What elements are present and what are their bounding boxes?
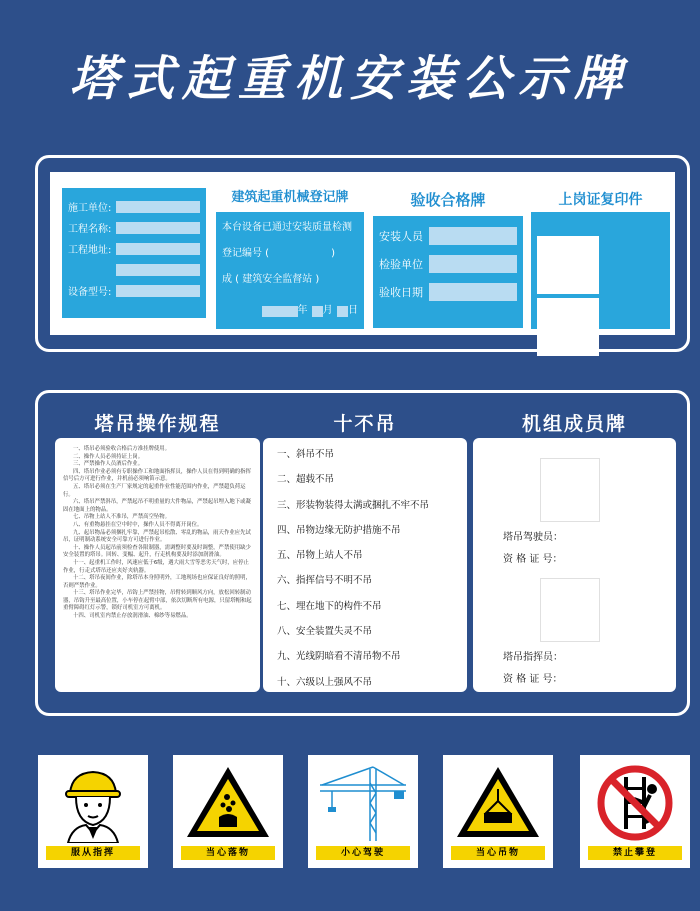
registration-date-row	[222, 298, 358, 324]
acceptance-box	[373, 216, 523, 328]
construction-unit-label: 施工单位:	[68, 203, 112, 214]
rule-item: 十、操作人员起吊前须检查各限制器，需调整时要及时调整，严禁使用缺少安全装置的塔吊。回转、变幅、起升，行走机构要及时添加润滑油。	[63, 544, 251, 559]
sign-falling-objects	[173, 755, 283, 868]
certificate-box	[531, 212, 670, 329]
registration-plate-title: 建筑起重机械登记牌	[231, 190, 349, 205]
acceptance-row	[379, 250, 517, 278]
ten-no-item: 四、吊物边缘无防护措施不吊	[277, 524, 401, 536]
project-info-row	[68, 238, 200, 259]
rule-item: 四、塔吊作业必须有专职操作工和地面指挥员，操作人员在得到明确的指挥信号后方可进行作业，并机前必须响笛示意。	[63, 468, 251, 483]
driver-photo-placeholder	[540, 458, 600, 522]
installer-label: 安装人员	[379, 230, 423, 243]
sign-drive-carefully	[308, 755, 418, 868]
inspection-unit-label: 检验单位	[379, 258, 423, 271]
certificate-photo-1	[537, 236, 599, 294]
sign-label: 服从指挥	[46, 846, 140, 860]
falling-objects-warning-icon	[183, 763, 273, 843]
registration-plate-box	[216, 212, 364, 329]
operations-panel	[35, 390, 690, 716]
sign-label: 当心落物	[181, 846, 275, 860]
sign-label: 当心吊物	[451, 846, 545, 860]
sign-label: 小心驾驶	[316, 846, 410, 860]
rule-item: 十三、塔吊作业完毕，吊钩上严禁挂物，吊臂转到顺风方向，放松回转制动器，吊钩升至最高位置，小车停在起臂中部，依次切断所有电源，只留塔帽和起重臂障碍红灯示警，锁好司机室方可离机。	[63, 590, 252, 612]
registration-panel-inner	[50, 172, 675, 335]
ten-no-item: 二、超载不吊	[277, 474, 335, 486]
certificate-title: 上岗证复印件	[558, 192, 643, 208]
sign-suspended-load	[443, 755, 553, 868]
driver-cert-line	[503, 550, 563, 565]
sign-label: 禁止攀登	[588, 846, 682, 860]
ten-no-title: 十不吊	[333, 413, 397, 435]
driver-cert-label: 资 格 证 号：	[503, 554, 563, 565]
ten-no-item: 八、安全装置失灵不吊	[277, 626, 373, 638]
certificate-photo-2	[537, 298, 599, 356]
registration-panel	[35, 155, 690, 352]
equipment-model-label: 设备型号:	[68, 287, 112, 298]
rule-item: 六、塔吊严禁斜吊，严禁起吊不明重量的大件物品，严禁起吊埋入地下或凝固在地面上的物品。	[63, 499, 251, 513]
sign-follow-command	[38, 755, 148, 868]
project-address-label: 工程地址:	[68, 245, 112, 256]
rule-item: 七、吊物上站人不准吊，严禁高空坠物。	[73, 514, 171, 521]
date-year-label: 年	[297, 305, 308, 316]
date-month-field	[312, 306, 323, 317]
driver-name-line	[503, 528, 563, 543]
registration-number-close: )	[331, 248, 335, 259]
page-title: 塔式起重机安装公示牌	[69, 51, 630, 107]
installer-field	[429, 227, 517, 245]
date-month-label: 月	[322, 305, 333, 316]
construction-unit-field	[116, 201, 200, 213]
project-info-box	[62, 188, 206, 318]
worker-helmet-icon	[48, 763, 138, 843]
registration-number-label: 登记编号 (	[222, 248, 270, 259]
registration-plate-line2	[222, 246, 358, 272]
ten-no-item: 七、埋在地下的构件不吊	[277, 600, 382, 612]
rule-item: 十四、司机室内禁止存放润滑油、棉纱等易燃品。	[73, 613, 192, 620]
rule-item: 三、严禁操作人员酒后作业。	[73, 461, 144, 468]
acceptance-date-label: 验收日期	[379, 286, 423, 299]
registration-plate-line1: 本台设备已通过安装质量检测	[222, 222, 352, 233]
commander-label: 塔吊指挥员：	[503, 652, 563, 663]
project-info-row	[68, 217, 200, 238]
acceptance-row	[379, 278, 517, 306]
suspended-load-warning-icon	[453, 763, 543, 843]
rule-item: 一、塔吊必须验收合格后方准挂牌使用。	[73, 446, 171, 452]
sign-no-climbing	[580, 755, 690, 868]
date-year-field	[262, 306, 298, 317]
rule-item: 五、塔吊必须在生产厂家规定的起重作业性能范围内作业，严禁超负荷运行。	[63, 483, 246, 498]
project-name-label: 工程名称:	[68, 224, 112, 235]
inspection-unit-field	[429, 255, 517, 273]
crew-card	[473, 438, 676, 692]
acceptance-title: 验收合格牌	[410, 191, 486, 209]
rule-item: 九、起吊物品必须捆扎牢靠，严禁起吊松散、零乱的物品，雨天作业应先试吊，证明制动系统安全可靠方可进行作业。	[63, 529, 251, 544]
rules-card	[55, 438, 260, 692]
driver-label: 塔吊驾驶员：	[503, 532, 563, 543]
ten-no-item: 五、吊物上站人不吊	[277, 550, 363, 562]
rule-item: 八、有重物悬挂在空中时中，操作人员不得离开岗位。	[73, 521, 203, 528]
commander-name-line	[503, 648, 563, 663]
acceptance-row	[379, 222, 517, 250]
project-info-row	[68, 196, 200, 217]
ten-no-card	[263, 438, 467, 692]
project-name-field	[116, 222, 200, 234]
tower-crane-icon	[318, 763, 408, 843]
date-day-label: 日	[347, 305, 358, 316]
ten-no-item: 十、六级以上强风不吊	[277, 676, 373, 688]
no-climbing-icon	[590, 763, 680, 843]
project-address-field-2	[116, 264, 200, 276]
rules-title: 塔吊操作规程	[94, 413, 221, 435]
rule-item: 二、操作人员必须持证上岗。	[73, 453, 144, 460]
commander-cert-line	[503, 670, 563, 685]
equipment-model-field	[116, 285, 200, 297]
project-info-row	[68, 259, 200, 280]
ten-no-item: 三、形装物装得太满或捆扎不牢不吊	[277, 499, 430, 511]
ten-no-item: 一、斜吊不吊	[277, 449, 335, 460]
ten-no-item: 九、光线阴暗看不清吊物不吊	[277, 651, 401, 663]
crew-title: 机组成员牌	[521, 413, 627, 435]
ten-no-item: 六、指挥信号不明不吊	[277, 575, 373, 587]
project-info-row	[68, 280, 200, 301]
project-address-field	[116, 243, 200, 255]
date-day-field	[337, 306, 348, 317]
rule-item: 十一、起重机工作时，风速应低于6级，遇大雨大雪等恶劣天气时，应停止作业，行走式塔吊还应夹好夹轨器。	[63, 559, 249, 574]
commander-cert-label: 资 格 证 号：	[503, 674, 563, 685]
commander-photo-placeholder	[540, 578, 600, 642]
acceptance-date-field	[429, 283, 517, 301]
registration-plate-line3: 成 ( 建筑安全监督站 )	[222, 274, 320, 285]
rule-item: 十二、塔吊夜间作业，除塔吊本身照明外，工地现场也应保证良好的照明，否则严禁作业。	[63, 575, 251, 589]
